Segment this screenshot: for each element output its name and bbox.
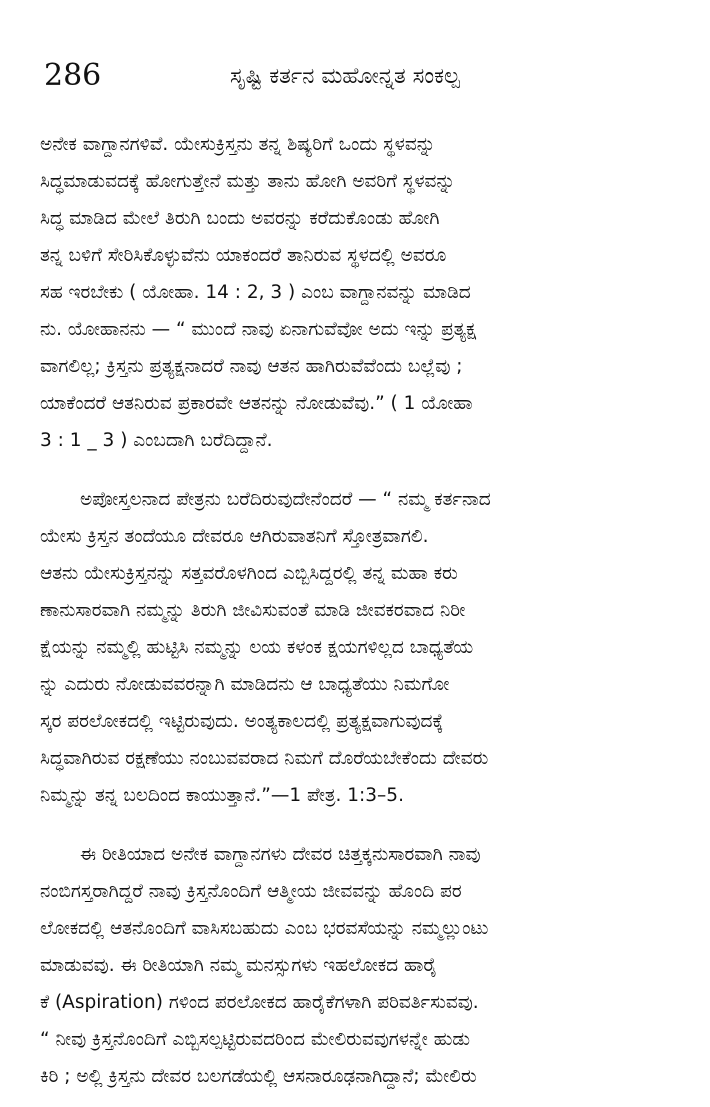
text-line: ಲೋಕದಲ್ಲಿ ಆತನೊಂದಿಗೆ ವಾಸಿಸಬಹುದು ಎಂಬ ಭರವಸೆಯನ್ನು ನಮ್ಮಲ್ಲುಂಟು xyxy=(40,918,489,939)
text-line: ಸ್ಕರ ಪರಲೋಕದಲ್ಲಿ ಇಟ್ಟಿರುವುದು. ಅಂತ್ಯಕಾಲದಲ್ಲಿ ಪ್ರತ್ಯಕ್ಷವಾಗುವುದಕ್ಕೆ xyxy=(40,711,444,732)
text-line: ಅಪೋಸ್ತಲನಾದ ಪೇತ್ರನು ಬರೆದಿರುವುದೇನೆಂದರೆ — “ ನಮ್ಮ ಕರ್ತನಾದ xyxy=(80,489,491,510)
text-line: ಆತನು ಯೇಸುಕ್ರಿಸ್ತನನ್ನು ಸತ್ತವರೊಳಗಿಂದ ಎಬ್ಬಿಸಿದ್ದರಲ್ಲಿ ತನ್ನ ಮಹಾ ಕರು xyxy=(40,563,458,584)
text-line: ಣಾನುಸಾರವಾಗಿ ನಮ್ಮನ್ನು ತಿರುಗಿ ಜೀವಿಸುವಂತೆ ಮಾಡಿ ಜೀವಕರವಾದ ನಿರೀ xyxy=(40,600,466,621)
text-line: ಸಿದ್ಧವಾಗಿರುವ ರಕ್ಷಣೆಯು ನಂಬುವವರಾದ ನಿಮಗೆ ದೊರೆಯಬೇಕೆಂದು ದೇವರು xyxy=(40,748,489,769)
paragraph xyxy=(40,126,672,459)
text-line: ನಂಬಿಗಸ್ತರಾಗಿದ್ದರೆ ನಾವು ಕ್ರಿಸ್ತನೊಂದಿಗೆ ಆತ್ಮೀಯ ಜೀವವನ್ನು ಹೊಂದಿ ಪರ xyxy=(40,881,462,902)
page-header xyxy=(40,56,672,96)
text-line: “ ನೀವು ಕ್ರಿಸ್ತನೊಂದಿಗೆ ಎಬ್ಬಿಸಲ್ಪಟ್ಟಿರುವದರಿಂದ ಮೇಲಿರುವವುಗಳನ್ನೇ ಹುಡು xyxy=(40,1029,471,1050)
text-line: ಯಾಕೆಂದರೆ ಆತನಿರುವ ಪ್ರಕಾರವೇ ಆತನನ್ನು ನೋಡುವೆವು.” ( 1 ಯೋಹಾ xyxy=(40,393,473,414)
text-line: ಕೆ (Aspiration) ಗಳಿಂದ ಪರಲೋಕದ ಹಾರೈಕೆಗಳಾಗಿ ಪರಿವರ್ತಿಸುವವು. xyxy=(40,992,479,1013)
text-line: ತನ್ನ ಬಳಿಗೆ ಸೇರಿಸಿಕೊಳ್ಳುವೆನು ಯಾಕಂದರೆ ತಾನಿರುವ ಸ್ಥಳದಲ್ಲಿ ಅವರೂ xyxy=(40,245,447,266)
text-line: ಸಿದ್ಧಮಾಡುವದಕ್ಕೆ ಹೋಗುತ್ತೇನೆ ಮತ್ತು ತಾನು ಹೋಗಿ ಅವರಿಗೆ ಸ್ಥಳವನ್ನು xyxy=(40,171,456,192)
text-line: ಮಾಡುವವು. ಈ ರೀತಿಯಾಗಿ ನಮ್ಮ ಮನಸ್ಸುಗಳು ಇಹಲೋಕದ ಹಾರೈ xyxy=(40,955,437,976)
text-line: 3 : 1 _ 3 ) ಎಂಬದಾಗಿ ಬರೆದಿದ್ದಾನೆ. xyxy=(40,430,273,451)
text-line: ಸಹ ಇರಬೇಕು ( ಯೋಹಾ. 14 : 2, 3 ) ಎಂಬ ವಾಗ್ದಾನವನ್ನು ಮಾಡಿದ xyxy=(40,282,471,303)
text-line: ನಿಮ್ಮನ್ನು ತನ್ನ ಬಲದಿಂದ ಕಾಯುತ್ತಾನೆ.”—1 ಪೇತ್ರ. 1:3–5. xyxy=(40,785,404,806)
paragraph xyxy=(40,836,672,1095)
page-body xyxy=(40,126,672,1095)
text-line: ಸಿದ್ಧ ಮಾಡಿದ ಮೇಲೆ ತಿರುಗಿ ಬಂದು ಅವರನ್ನು ಕರೆದುಕೊಂಡು ಹೋಗಿ xyxy=(40,208,440,229)
text-line: ಯೇಸು ಕ್ರಿಸ್ತನ ತಂದೆಯೂ ದೇವರೂ ಆಗಿರುವಾತನಿಗೆ ಸ್ತೋತ್ರವಾಗಲಿ. xyxy=(40,526,429,547)
text-line: ನ್ನು ಎದುರು ನೋಡುವವರನ್ನಾಗಿ ಮಾಡಿದನು ಆ ಬಾಧ್ಯತೆಯು ನಿಮಗೋ xyxy=(40,674,450,695)
text-line: ಅನೇಕ ವಾಗ್ದಾನಗಳಿವೆ. ಯೇಸುಕ್ರಿಸ್ತನು ತನ್ನ ಶಿಷ್ಯರಿಗೆ ಒಂದು ಸ್ಥಳವನ್ನು xyxy=(40,134,436,155)
running-title: ಸೃಷ್ಟಿ ಕರ್ತನ ಮಹೋನ್ನತ ಸಂಕಲ್ಪ xyxy=(230,64,460,89)
paragraph xyxy=(40,481,672,814)
text-line: ಕ್ಷೆಯನ್ನು ನಮ್ಮಲ್ಲಿ ಹುಟ್ಟಿಸಿ ನಮ್ಮನ್ನು ಲಯ ಕಳಂಕ ಕ್ಷಯಗಳಿಲ್ಲದ ಬಾಧ್ಯತೆಯ xyxy=(40,637,474,658)
text-line: ಈ ರೀತಿಯಾದ ಅನೇಕ ವಾಗ್ದಾನಗಳು ದೇವರ ಚಿತ್ತಕ್ಕನುಸಾರವಾಗಿ ನಾವು xyxy=(80,844,481,865)
page-number: 286 xyxy=(44,58,102,93)
text-line: ವಾಗಲಿಲ್ಲ; ಕ್ರಿಸ್ತನು ಪ್ರತ್ಯಕ್ಷನಾದರೆ ನಾವು ಆತನ ಹಾಗಿರುವೆವೆಂದು ಬಲ್ಲೆವು ; xyxy=(40,356,463,377)
text-line: ಕಿರಿ ; ಅಲ್ಲಿ ಕ್ರಿಸ್ತನು ದೇವರ ಬಲಗಡೆಯಲ್ಲಿ ಆಸನಾರೂಢನಾಗಿದ್ದಾನೆ; ಮೇಲಿರು xyxy=(40,1066,477,1087)
text-line: ನು. ಯೋಹಾನನು — “ ಮುಂದೆ ನಾವು ಏನಾಗುವೆವೋ ಅದು ಇನ್ನು ಪ್ರತ್ಯಕ್ಷ xyxy=(40,319,477,340)
